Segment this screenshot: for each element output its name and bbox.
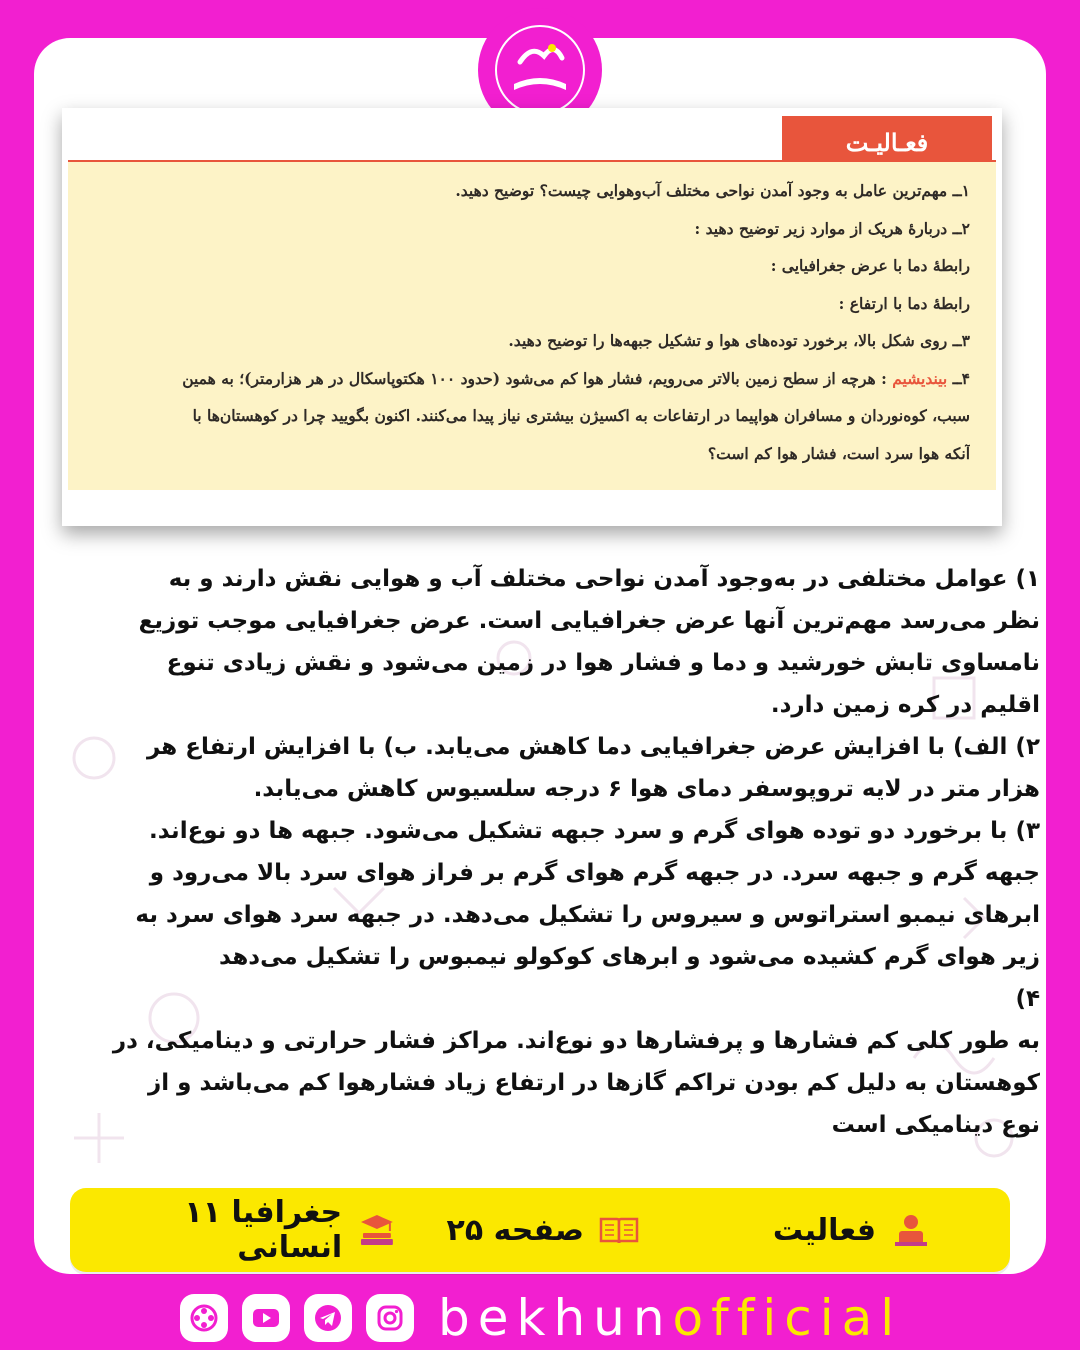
subject-label: جغرافیا ۱۱ انسانی xyxy=(184,1195,343,1265)
answer-line: نامساوی تابش خورشید و دما و فشار هوا در زمین می‌شود و نقش زیادی تنوع xyxy=(166,650,1040,676)
brand-handle-part1: bekhun xyxy=(438,1289,673,1347)
activity-label-group xyxy=(773,1188,932,1272)
answer-line: ۳) با برخورد دو توده هوای گرم و سرد جبهه تشکیل می‌شود. جبهه ها دو نوع‌اند. xyxy=(149,818,1040,844)
telegram-icon xyxy=(312,1302,344,1334)
question-text: : هرچه از سطح زمین بالاتر می‌رویم، فشار هوا کم می‌شود (حدود ۱۰۰ هکتوپاسکال در هر هزارمتر)؛ به همین xyxy=(182,368,893,388)
brand-handle-part2: official xyxy=(672,1289,903,1347)
question-line: ۱ــ مهم‌ترین عامل به وجود آمدن نواحی مختلف آب‌وهوایی چیست؟ توضیح دهید. xyxy=(455,181,970,200)
question-line: ۲ــ دربارهٔ هریک از موارد زیر توضیح دهید : xyxy=(694,218,970,238)
answer-line: کوهستان به دلیل کم بودن تراکم گازها در ارتفاع زیاد فشارهوا کم می‌باشد و از xyxy=(148,1070,1040,1096)
info-bar xyxy=(70,1188,1010,1272)
textbook-panel xyxy=(68,160,996,490)
question-line: رابطهٔ دما با عرض جغرافیایی : xyxy=(770,256,970,275)
question-line xyxy=(92,360,970,398)
subject-label-group xyxy=(70,1188,398,1272)
question-line: سبب، کوه‌نوردان و مسافران هواپیما در ارتفاعات به اکسیژن بیشتری نیاز پیدا می‌کنند. اکنون بگویید چرا در کوهستان‌ها با xyxy=(192,406,970,425)
youtube-icon xyxy=(250,1302,282,1334)
film-reel-icon xyxy=(188,1302,220,1334)
question-prefix: ۴ــ xyxy=(947,368,970,388)
answer-line: نظر می‌رسد مهم‌ترین آنها عرض جغرافیایی است. عرض جغرافیایی موجب توزیع xyxy=(138,608,1040,634)
answer-line: ۴) xyxy=(1015,986,1040,1012)
activity-heading: فعـالیـت xyxy=(845,127,929,157)
activity-label: فعالیت xyxy=(772,1212,876,1248)
answer-line: اقلیم در کره زمین دارد. xyxy=(770,692,1040,718)
footer xyxy=(180,1290,902,1346)
think-highlight: بیندیشیم xyxy=(892,368,948,388)
book-logo-icon xyxy=(492,22,588,118)
student-icon xyxy=(890,1209,932,1251)
telegram-link[interactable] xyxy=(304,1294,352,1342)
answer-line: هزار متر در لایه تروپوسفر دمای هوا ۶ درجه سلسیوس کاهش می‌یابد. xyxy=(253,776,1040,802)
answer-line: جبهه گرم و جبهه سرد. در جبهه گرم هوای گرم بر فراز هوای سرد بالا می‌رود و xyxy=(149,860,1040,886)
brand-handle xyxy=(438,1290,902,1346)
answer-line: به طور کلی کم فشارها و پرفشارها دو نوع‌اند. مراکز فشار حرارتی و دینامیکی، در xyxy=(112,1028,1040,1054)
answer-line: ۲) الف) با افزایش عرض جغرافیایی دما کاهش می‌یابد. ب) با افزایش ارتفاع هر xyxy=(146,734,1040,760)
page-label-group xyxy=(447,1188,640,1272)
page-label: صفحه ۲۵ xyxy=(446,1212,584,1248)
question-line: رابطهٔ دما با ارتفاع : xyxy=(838,293,970,313)
answer-line: ابرهای نیمبو استراتوس و سیروس را تشکیل می‌دهد. در جبهه سرد هوای سرد به xyxy=(135,902,1040,928)
open-book-icon xyxy=(598,1209,640,1251)
question-line: ۳ــ روی شکل بالا، برخورد توده‌های هوا و تشکیل جبهه‌ها را توضیح دهید. xyxy=(508,331,970,350)
answer-line: ۱) عوامل مختلفی در به‌وجود آمدن نواحی مختلف آب و هوایی نقش دارند و به xyxy=(168,566,1040,592)
instagram-link[interactable] xyxy=(366,1294,414,1342)
question-line: آنکه هوا سرد است، فشار هوا کم است؟ xyxy=(707,443,970,463)
instagram-icon xyxy=(374,1302,406,1334)
graduation-books-icon xyxy=(356,1209,398,1251)
textbook-excerpt xyxy=(62,108,1002,526)
answer-line: زیر هوای گرم کشیده می‌شود و ابرهای کوکولو نیمبوس را تشکیل می‌دهد xyxy=(219,944,1040,970)
textbook-questions xyxy=(92,172,970,472)
youtube-link[interactable] xyxy=(242,1294,290,1342)
answer-text xyxy=(40,558,1040,1146)
aparat-link[interactable] xyxy=(180,1294,228,1342)
answer-line: نوع دینامیکی است xyxy=(831,1112,1040,1138)
